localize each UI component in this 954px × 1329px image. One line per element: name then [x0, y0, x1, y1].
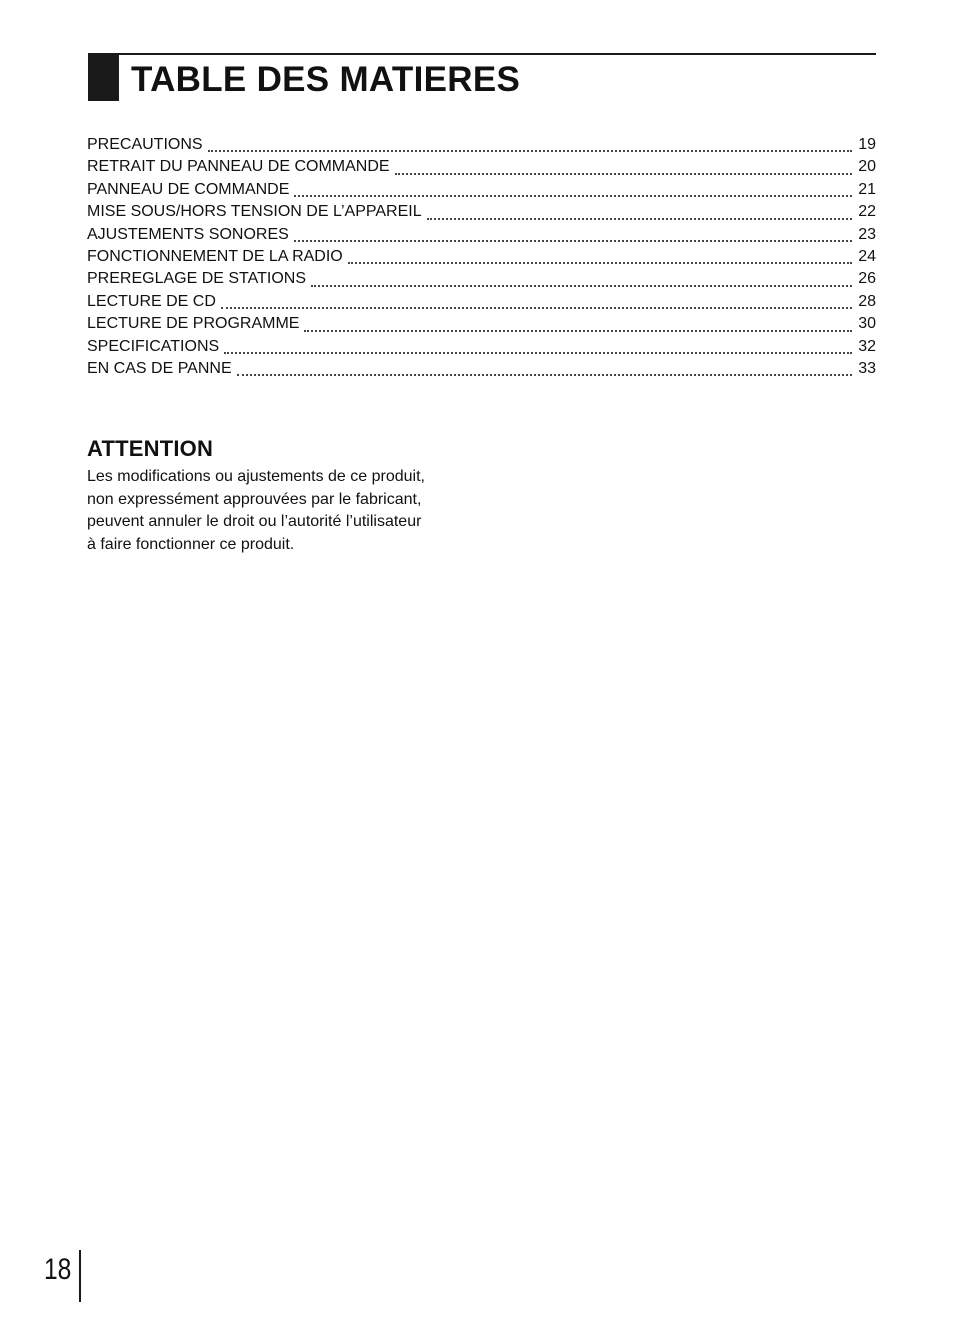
toc-leader-dots	[395, 153, 852, 175]
toc-entry-page: 30	[858, 315, 876, 333]
toc-leader-dots	[427, 198, 852, 220]
header-rule	[88, 53, 876, 55]
attention-paragraph	[87, 466, 477, 556]
page-number: 18	[44, 1253, 72, 1286]
toc-entry-page: 24	[858, 247, 876, 265]
toc-entry-page: 23	[858, 225, 876, 243]
attention-heading: ATTENTION	[87, 436, 214, 461]
toc-entry-label: RETRAIT DU PANNEAU DE COMMANDE	[87, 158, 390, 176]
toc-leader-dots	[294, 175, 852, 197]
toc-leader-dots	[311, 265, 852, 287]
toc-entry-page: 22	[858, 203, 876, 221]
toc-leader-dots	[294, 220, 852, 242]
toc-entry-label: FONCTIONNEMENT DE LA RADIO	[87, 247, 343, 265]
page-title: TABLE DES MATIERES	[131, 60, 521, 99]
toc-leader-dots	[208, 130, 852, 152]
attention-line: peuvent annuler le droit ou l’autorité l’utilisateur	[87, 513, 422, 531]
toc-entry-page: 26	[858, 270, 876, 288]
toc-leader-dots	[348, 242, 852, 264]
header-block-marker	[88, 55, 119, 101]
toc-entry-label: PRECAUTIONS	[87, 136, 203, 153]
attention-line: non expressément approuvées par le fabricant,	[87, 490, 422, 508]
toc-entry-page: 28	[858, 292, 876, 310]
toc-leader-dots	[237, 354, 852, 376]
toc-entry-page: 21	[858, 180, 876, 198]
toc-entry-label: MISE SOUS/HORS TENSION DE L’APPAREIL	[87, 203, 422, 221]
toc-leader-dots	[304, 310, 852, 332]
toc-entry-label: LECTURE DE PROGRAMME	[87, 315, 300, 333]
toc-entry	[87, 358, 876, 380]
toc-entry-label: PANNEAU DE COMMANDE	[87, 180, 290, 198]
toc-leader-dots	[221, 287, 852, 309]
toc-entry-page: 20	[858, 158, 876, 176]
toc-entry-page: 33	[858, 359, 876, 377]
toc-entry-label: PREREGLAGE DE STATIONS	[87, 270, 307, 288]
attention-line: à faire fonctionner ce produit.	[87, 535, 295, 553]
toc-entry-label: LECTURE DE CD	[87, 292, 216, 310]
toc-leader-dots	[224, 332, 852, 354]
attention-line: Les modifications ou ajustements de ce produit,	[87, 468, 425, 485]
toc-entry-label: SPECIFICATIONS	[87, 337, 220, 355]
toc-entry-page: 32	[858, 337, 876, 355]
toc-entry-page: 19	[858, 136, 876, 153]
toc-entry-label: EN CAS DE PANNE	[87, 359, 232, 377]
table-of-contents	[87, 134, 876, 380]
page-number-rule	[79, 1250, 81, 1302]
toc-entry-label: AJUSTEMENTS SONORES	[87, 225, 289, 243]
